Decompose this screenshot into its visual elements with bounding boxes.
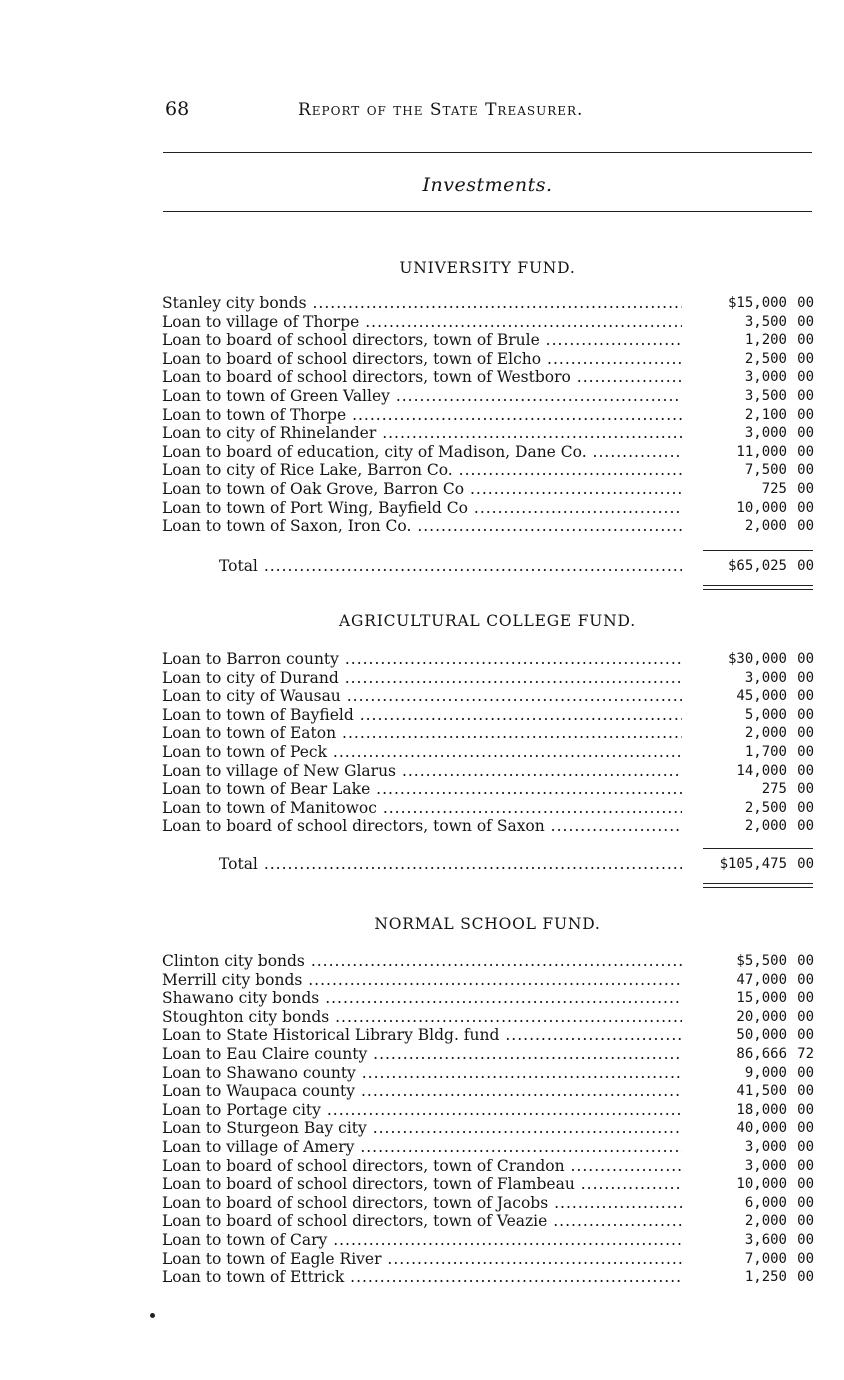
sum-rule (703, 550, 813, 551)
total-cents: 00 (797, 856, 814, 872)
entry-cents: 00 (797, 387, 814, 404)
entry-description: Stanley city bonds ..... (162, 294, 682, 313)
list-item (162, 1026, 814, 1045)
entry-description: Loan to city of Wausau ..... (162, 687, 682, 706)
entry-amount: 18,000 (736, 1101, 787, 1118)
entry-description: Loan to city of Rice Lake, Barron Co. ..... (162, 461, 682, 480)
entry-cents: 00 (797, 1250, 814, 1267)
entry-cents: 00 (797, 1008, 814, 1025)
entry-amount: 1,200 (744, 332, 787, 349)
header-rule-top (163, 152, 812, 153)
entry-description: Loan to town of Cary ..... (162, 1231, 682, 1250)
entry-cents: 00 (797, 1064, 814, 1081)
list-item (162, 952, 814, 971)
list-item (162, 1064, 814, 1083)
list-item (162, 971, 814, 990)
total-row (162, 557, 814, 576)
entry-description: Loan to town of Manitowoc ..... (162, 799, 682, 818)
entry-amount: 9,000 (744, 1064, 787, 1081)
entry-amount: 47,000 (736, 971, 787, 988)
entry-amount: 6,000 (744, 1194, 787, 1211)
entry-description: Loan to Portage city ..... (162, 1101, 682, 1120)
list-item (162, 406, 814, 425)
entry-amount: 1,700 (744, 743, 787, 760)
total-double-rule (703, 585, 813, 590)
agricultural-college-total (162, 855, 814, 874)
page-header (165, 98, 812, 128)
list-item (162, 669, 814, 688)
entry-cents: 00 (797, 406, 814, 423)
entry-cents: 00 (797, 1213, 814, 1230)
entry-cents: 00 (797, 1120, 814, 1137)
entry-cents: 00 (797, 706, 814, 723)
entry-description: Loan to board of school directors, town of Jacobs ..... (162, 1194, 682, 1213)
entry-amount: 3,000 (744, 369, 787, 386)
entry-cents: 00 (797, 1138, 814, 1155)
list-item (162, 1194, 814, 1213)
entry-amount: 41,500 (736, 1083, 787, 1100)
entry-description: Loan to town of Bear Lake ..... (162, 780, 682, 799)
list-item (162, 687, 814, 706)
list-item (162, 387, 814, 406)
entry-description: Loan to board of school directors, town of Westboro ..... (162, 368, 682, 387)
entry-description: Loan to Shawano county ..... (162, 1064, 682, 1083)
entry-description: Loan to town of Port Wing, Bayfield Co ..... (162, 499, 682, 518)
entry-description: Loan to board of school directors, town of Brule ..... (162, 331, 682, 350)
list-item (162, 1157, 814, 1176)
list-item (162, 294, 814, 313)
entry-cents: 00 (797, 1231, 814, 1248)
entry-cents: 00 (797, 971, 814, 988)
list-item (162, 368, 814, 387)
entry-cents: 00 (797, 350, 814, 367)
entry-cents: 00 (797, 651, 814, 667)
total-amount: $105,475 (719, 856, 787, 872)
university-total (162, 557, 814, 576)
entry-cents: 00 (797, 688, 814, 705)
entry-amount: 86,666 (736, 1045, 787, 1062)
entry-amount: 3,000 (744, 425, 787, 442)
entry-description: Loan to town of Oak Grove, Barron Co ..... (162, 480, 682, 499)
entry-cents: 00 (797, 743, 814, 760)
entry-amount: 5,000 (744, 706, 787, 723)
list-item (162, 1101, 814, 1120)
entry-description: Loan to Waupaca county ..... (162, 1082, 682, 1101)
entry-description: Loan to Barron county ..... (162, 650, 682, 669)
list-item (162, 424, 814, 443)
entry-amount: 45,000 (736, 688, 787, 705)
list-item (162, 989, 814, 1008)
entry-amount: 2,000 (744, 518, 787, 535)
entry-cents: 00 (797, 953, 814, 969)
entry-cents: 00 (797, 1157, 814, 1174)
header-rule-bottom (163, 211, 812, 212)
university-fund-list (162, 294, 814, 536)
entry-description: Loan to town of Green Valley ..... (162, 387, 682, 406)
entry-description: Loan to Eau Claire county ..... (162, 1045, 682, 1064)
entry-cents: 00 (797, 518, 814, 535)
entry-description: Loan to town of Ettrick ..... (162, 1268, 682, 1287)
list-item (162, 1250, 814, 1269)
entry-cents: 00 (797, 669, 814, 686)
entry-description: Loan to town of Bayfield ..... (162, 706, 682, 725)
entry-cents: 00 (797, 725, 814, 742)
entry-amount: 3,000 (744, 669, 787, 686)
list-item (162, 443, 814, 462)
entry-amount: 15,000 (736, 990, 787, 1007)
entry-cents: 00 (797, 799, 814, 816)
list-item (162, 1138, 814, 1157)
entry-cents: 00 (797, 499, 814, 516)
list-item (162, 1008, 814, 1027)
entry-description: Loan to board of school directors, town of Veazie ..... (162, 1212, 682, 1231)
list-item (162, 313, 814, 332)
entry-amount: 11,000 (736, 443, 787, 460)
entry-description: Loan to board of school directors, town of Flambeau ..... (162, 1175, 682, 1194)
entry-amount: 3,500 (744, 313, 787, 330)
total-label: Total ..... (162, 855, 682, 874)
entry-amount: 2,000 (744, 818, 787, 835)
entry-amount: 40,000 (736, 1120, 787, 1137)
entry-description: Loan to town of Peck ..... (162, 743, 682, 762)
entry-amount: 3,000 (744, 1157, 787, 1174)
entry-description: Loan to village of Amery ..... (162, 1138, 682, 1157)
entry-description: Loan to village of New Glarus ..... (162, 762, 682, 781)
agricultural-college-fund-list (162, 650, 814, 836)
sum-rule (703, 848, 813, 849)
entry-description: Loan to Sturgeon Bay city ..... (162, 1119, 682, 1138)
list-item (162, 1175, 814, 1194)
entry-amount: $15,000 (727, 295, 787, 311)
entry-amount: 3,000 (744, 1138, 787, 1155)
fund-heading-university: UNIVERSITY FUND. (399, 259, 576, 277)
entry-description: Loan to village of Thorpe ..... (162, 313, 682, 332)
entry-cents: 00 (797, 332, 814, 349)
entry-description: Loan to board of education, city of Madison, Dane Co. ..... (162, 443, 682, 462)
entry-description: Loan to board of school directors, town of Crandon ..... (162, 1157, 682, 1176)
list-item (162, 1268, 814, 1287)
list-item (162, 1082, 814, 1101)
entry-cents: 72 (797, 1045, 814, 1062)
entry-cents: 00 (797, 313, 814, 330)
fund-heading-agricultural-college: AGRICULTURAL COLLEGE FUND. (339, 612, 636, 630)
list-item (162, 1045, 814, 1064)
entry-cents: 00 (797, 443, 814, 460)
entry-cents: 00 (797, 425, 814, 442)
list-item (162, 350, 814, 369)
total-amount: $65,025 (727, 558, 787, 574)
list-item (162, 799, 814, 818)
entry-amount: 2,000 (744, 725, 787, 742)
entry-amount: 10,000 (736, 499, 787, 516)
entry-cents: 00 (797, 480, 814, 497)
list-item (162, 743, 814, 762)
list-item (162, 762, 814, 781)
list-item (162, 706, 814, 725)
entry-cents: 00 (797, 1194, 814, 1211)
entry-amount: 2,500 (744, 350, 787, 367)
entry-amount: 2,100 (744, 406, 787, 423)
entry-description: Loan to city of Rhinelander ..... (162, 424, 682, 443)
entry-cents: 00 (797, 1027, 814, 1044)
list-item (162, 480, 814, 499)
list-item (162, 331, 814, 350)
entry-amount: 275 (761, 781, 787, 798)
entry-description: Merrill city bonds ..... (162, 971, 682, 990)
total-row (162, 855, 814, 874)
print-mark (150, 1313, 155, 1318)
entry-amount: 7,500 (744, 462, 787, 479)
entry-amount: 725 (761, 480, 787, 497)
entry-description: Stoughton city bonds ..... (162, 1008, 682, 1027)
list-item (162, 724, 814, 743)
entry-description: Loan to State Historical Library Bldg. fund ..... (162, 1026, 682, 1045)
entry-cents: 00 (797, 1269, 814, 1286)
entry-cents: 00 (797, 295, 814, 311)
normal-school-fund-list (162, 952, 814, 1287)
total-label: Total ..... (162, 557, 682, 576)
entry-cents: 00 (797, 1101, 814, 1118)
list-item (162, 517, 814, 536)
entry-amount: 7,000 (744, 1250, 787, 1267)
list-item (162, 1119, 814, 1138)
entry-description: Loan to town of Thorpe ..... (162, 406, 682, 425)
page-number: 68 (165, 98, 190, 120)
entry-description: Loan to town of Eaton ..... (162, 724, 682, 743)
entry-description: Loan to board of school directors, town of Elcho ..... (162, 350, 682, 369)
entry-amount: 10,000 (736, 1176, 787, 1193)
list-item (162, 650, 814, 669)
entry-amount: 14,000 (736, 762, 787, 779)
list-item (162, 499, 814, 518)
section-subtitle: Investments. (422, 174, 553, 196)
entry-cents: 00 (797, 462, 814, 479)
fund-heading-normal-school: NORMAL SCHOOL FUND. (374, 915, 601, 933)
entry-description: Loan to board of school directors, town of Saxon ..... (162, 817, 682, 836)
list-item (162, 780, 814, 799)
running-title: Report of the State Treasurer. (298, 100, 584, 120)
total-double-rule (703, 883, 813, 888)
entry-amount: $5,500 (736, 953, 787, 969)
entry-description: Loan to town of Saxon, Iron Co. ..... (162, 517, 682, 536)
entry-cents: 00 (797, 762, 814, 779)
entry-amount: 3,600 (744, 1231, 787, 1248)
entry-description: Loan to city of Durand ..... (162, 669, 682, 688)
entry-amount: $30,000 (727, 651, 787, 667)
entry-cents: 00 (797, 1083, 814, 1100)
entry-cents: 00 (797, 1176, 814, 1193)
entry-cents: 00 (797, 369, 814, 386)
list-item (162, 817, 814, 836)
entry-amount: 3,500 (744, 387, 787, 404)
entry-amount: 1,250 (744, 1269, 787, 1286)
entry-description: Loan to town of Eagle River ..... (162, 1250, 682, 1269)
entry-description: Clinton city bonds ..... (162, 952, 682, 971)
list-item (162, 1212, 814, 1231)
entry-amount: 2,000 (744, 1213, 787, 1230)
list-item (162, 461, 814, 480)
entry-cents: 00 (797, 990, 814, 1007)
entry-cents: 00 (797, 818, 814, 835)
entry-amount: 2,500 (744, 799, 787, 816)
entry-amount: 50,000 (736, 1027, 787, 1044)
list-item (162, 1231, 814, 1250)
entry-cents: 00 (797, 781, 814, 798)
total-cents: 00 (797, 558, 814, 574)
entry-amount: 20,000 (736, 1008, 787, 1025)
entry-description: Shawano city bonds ..... (162, 989, 682, 1008)
